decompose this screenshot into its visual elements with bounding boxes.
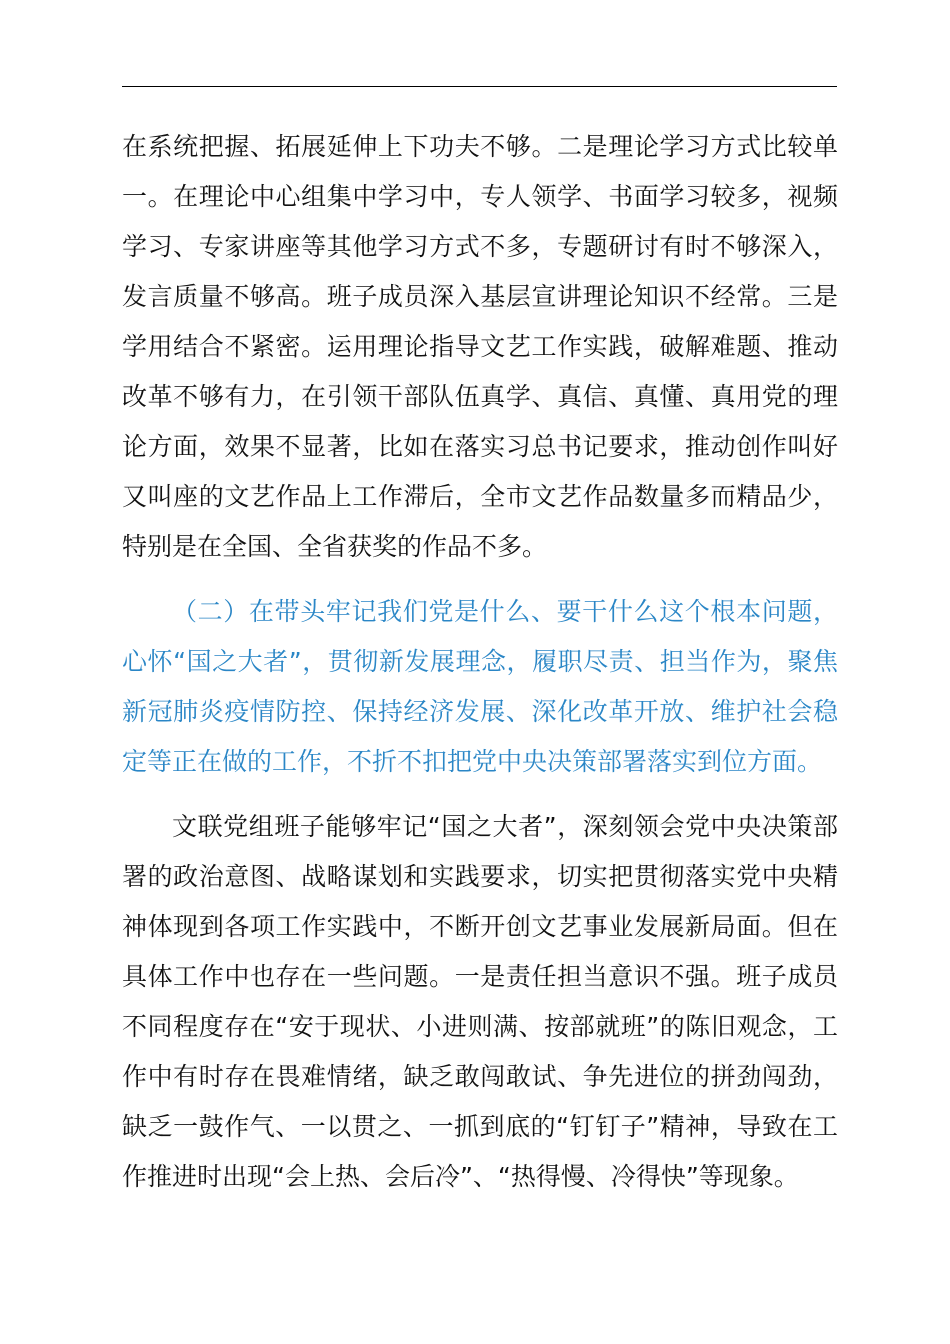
- text-line: 论方面，效果不显著，比如在落实习总书记要求，推动创作叫好: [122, 432, 838, 461]
- text-line: 文联党组班子能够牢记“国之大者”，深刻领会党中央决策部: [172, 812, 838, 841]
- document-body: [122, 122, 838, 1202]
- text-line: 一。在理论中心组集中学习中，专人领学、书面学习较多，视频: [122, 182, 838, 211]
- text-line: 署的政治意图、战略谋划和实践要求，切实把贯彻落实党中央精: [122, 862, 838, 891]
- text-line: 缺乏一鼓作气、一以贯之、一抓到底的“钉钉子”精神，导致在工: [122, 1112, 838, 1141]
- text-line: 在系统把握、拓展延伸上下功夫不够。二是理论学习方式比较单: [122, 132, 838, 161]
- text-line: 改革不够有力，在引领干部队伍真学、真信、真懂、真用党的理: [122, 382, 838, 411]
- text-line: 具体工作中也存在一些问题。一是责任担当意识不强。班子成员: [122, 962, 838, 991]
- text-line: 发言质量不够高。班子成员深入基层宣讲理论知识不经常。三是: [122, 282, 838, 311]
- text-line: 学习、专家讲座等其他学习方式不多，专题研讨有时不够深入，: [122, 232, 838, 261]
- text-line: 特别是在全国、全省获奖的作品不多。: [122, 532, 548, 561]
- text-line: 又叫座的文艺作品上工作滞后，全市文艺作品数量多而精品少，: [122, 482, 838, 511]
- text-line: 不同程度存在“安于现状、小进则满、按部就班”的陈旧观念，工: [122, 1012, 838, 1041]
- header-rule: [122, 86, 837, 87]
- heading-line: 新冠肺炎疫情防控、保持经济发展、深化改革开放、维护社会稳: [122, 697, 838, 726]
- body-paragraph-1: [122, 122, 838, 572]
- heading-line: （二）在带头牢记我们党是什么、要干什么这个根本问题，: [172, 597, 838, 626]
- text-line: 神体现到各项工作实践中，不断开创文艺事业发展新局面。但在: [122, 912, 838, 941]
- text-line: 作推进时出现“会上热、会后冷”、“热得慢、冷得快”等现象。: [122, 1162, 799, 1191]
- heading-line: 定等正在做的工作，不折不扣把党中央决策部署落实到位方面。: [122, 747, 823, 776]
- text-line: 学用结合不紧密。运用理论指导文艺工作实践，破解难题、推动: [122, 332, 838, 361]
- section-heading-2: [122, 587, 838, 787]
- body-paragraph-3: [122, 802, 838, 1202]
- heading-line: 心怀“国之大者”，贯彻新发展理念，履职尽责、担当作为，聚焦: [122, 647, 838, 676]
- text-line: 作中有时存在畏难情绪，缺乏敢闯敢试、争先进位的拼劲闯劲，: [122, 1062, 838, 1091]
